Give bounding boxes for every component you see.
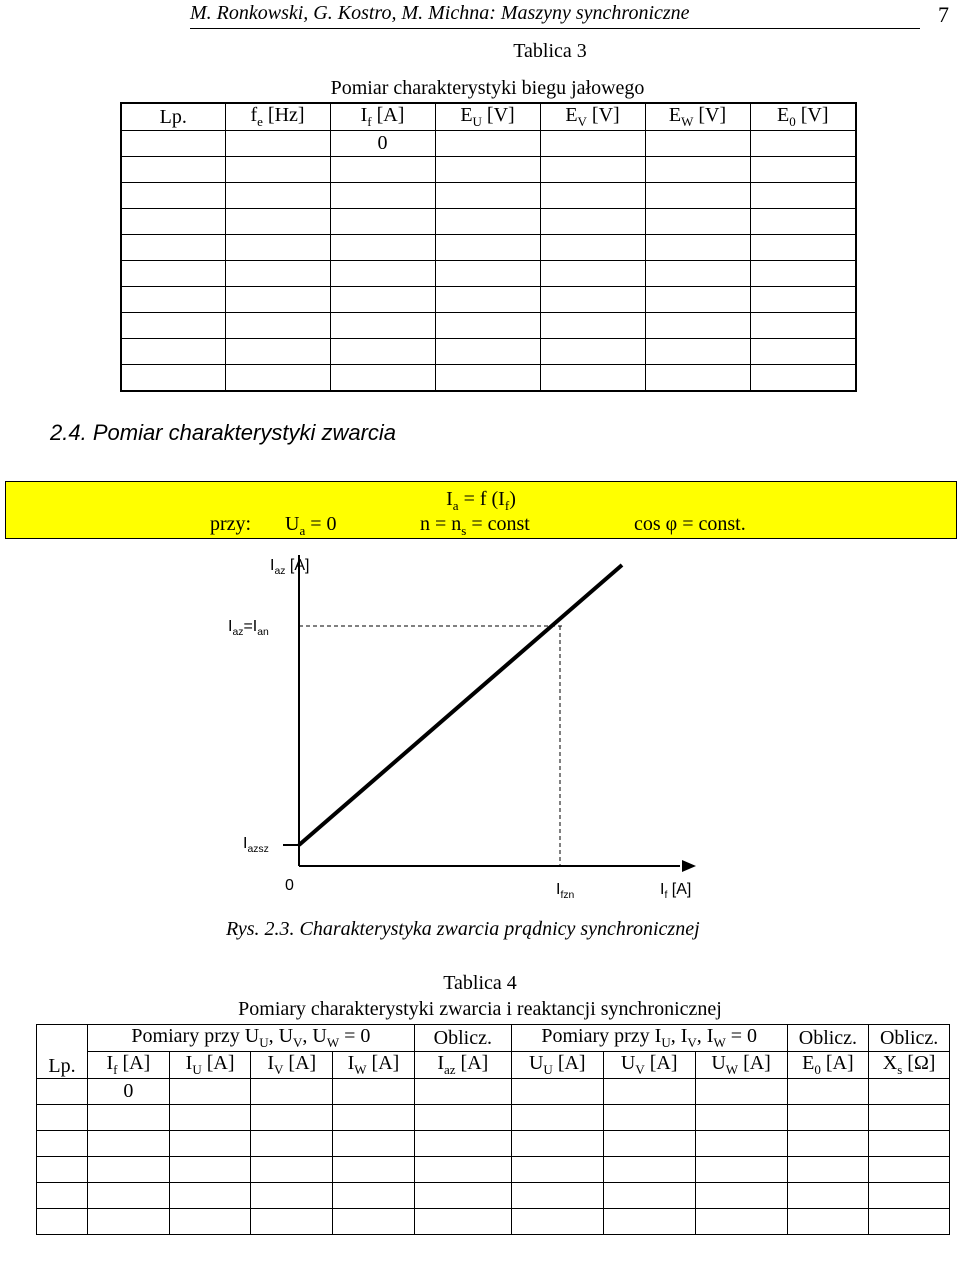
x-axis-label: $I_f$ [A] <box>660 881 692 902</box>
table4-caption: Tablica 4 <box>443 972 517 994</box>
table4-oblicz-2: Oblicz. <box>787 1025 869 1052</box>
table-row <box>37 1079 950 1105</box>
x-mark-fzn: $I_{fzn}$ <box>556 881 575 902</box>
table3 <box>120 102 857 392</box>
table4-group1: Pomiary przy $U_U$, $U_V$, $U_W = 0$ <box>88 1025 415 1052</box>
table4-col-e0: $E_0$ [A] <box>787 1052 869 1079</box>
table4-col-uu: $U_U$ [A] <box>511 1052 603 1079</box>
table4-header-row <box>37 1052 950 1079</box>
table-row <box>37 1209 950 1235</box>
x-axis-arrow <box>682 860 696 872</box>
y-axis-label: $I_{az}$ [A] <box>270 557 310 578</box>
table-row <box>121 157 856 183</box>
table4-col-iw: $I_W$ [A] <box>333 1052 415 1079</box>
table3-col-if: $I_f$ [A] <box>330 103 435 131</box>
table4-col-iaz: $I_{az}$ [A] <box>414 1052 511 1079</box>
section-heading <box>50 420 396 446</box>
characteristic-line <box>299 565 622 845</box>
function-formula: $I_a = f$ $(I_f)$ <box>446 488 516 513</box>
table4-col-uw: $U_W$ [A] <box>695 1052 787 1079</box>
table3-col-e0: $E_0$ [V] <box>750 103 856 131</box>
table-row <box>37 1131 950 1157</box>
page-number: 7 <box>938 2 949 27</box>
table3-col-eu: $E_U$ [V] <box>435 103 540 131</box>
running-header: M. Ronkowski, G. Kostro, M. Michna: Maszyny synchroniczne <box>190 2 690 24</box>
table3-col-ew: $E_W$ [V] <box>645 103 750 131</box>
condition-n: $n = n_s$ = const <box>420 513 530 538</box>
table-row <box>121 287 856 313</box>
table-row <box>37 1105 950 1131</box>
table-row <box>121 339 856 365</box>
origin-label: 0 <box>285 877 294 894</box>
table3-col-ev: $E_V$ [V] <box>540 103 645 131</box>
table4-col-xs: $X_s$ [Ω] <box>869 1052 950 1079</box>
table4 <box>36 1024 950 1235</box>
table-row <box>37 1157 950 1183</box>
header-rule <box>190 28 920 29</box>
table3-col-fe: $f_e$ [Hz] <box>225 103 330 131</box>
table-row <box>121 131 856 157</box>
table4-col-iv: $I_V$ [A] <box>251 1052 333 1079</box>
table4-col-lp: Lp. <box>37 1025 88 1079</box>
table-row <box>121 183 856 209</box>
figure-caption: Rys. 2.3. Charakterystyka zwarcia prądnicy synchronicznej <box>226 918 700 940</box>
condition-ua: $U_a = 0$ <box>285 513 337 538</box>
table-row <box>121 313 856 339</box>
table3-first-if[interactable]: 0 <box>330 131 435 157</box>
table4-group-row <box>37 1025 950 1052</box>
y-mark-rated: $I_{az}=I_{an}$ <box>228 618 269 639</box>
table-row <box>121 209 856 235</box>
table-row <box>121 261 856 287</box>
table4-col-iu: $I_U$ [A] <box>169 1052 251 1079</box>
przy-label: przy: <box>210 513 252 535</box>
table4-col-uv: $U_V$ [A] <box>603 1052 695 1079</box>
table4-group2: Pomiary przy $I_U$, $I_V$, $I_W = 0$ <box>511 1025 787 1052</box>
table4-title: Pomiary charakterystyki zwarcia i reaktancji synchronicznej <box>238 998 722 1020</box>
table-row <box>37 1183 950 1209</box>
table-row <box>121 365 856 392</box>
table3-title: Pomiar charakterystyki biegu jałowego <box>330 77 645 99</box>
section-title: Pomiar charakterystyki zwarcia <box>92 420 397 445</box>
table4-col-if: $I_f$ [A] <box>88 1052 170 1079</box>
table4-oblicz-3: Oblicz. <box>869 1025 950 1052</box>
conditions-box <box>5 481 957 539</box>
condition-cos: cos φ = const. <box>634 513 746 535</box>
table3-col-lp: Lp. <box>121 103 225 131</box>
table3-header-row <box>121 103 856 131</box>
table4-oblicz-1: Oblicz. <box>414 1025 511 1052</box>
short-circuit-characteristic <box>0 540 960 920</box>
table-row <box>121 235 856 261</box>
y-mark-azsz: $I_{azsz}$ <box>243 835 269 856</box>
table3-caption: Tablica 3 <box>513 40 587 62</box>
section-number: 2.4. <box>50 420 87 445</box>
table4-first-if[interactable]: 0 <box>88 1079 170 1105</box>
